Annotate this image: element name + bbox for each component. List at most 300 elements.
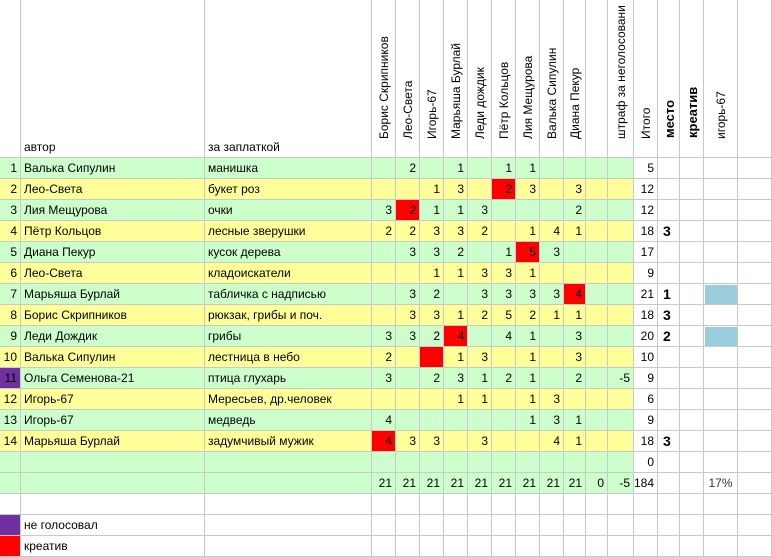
blank-cell <box>608 536 634 557</box>
blank-cell <box>516 494 540 515</box>
vote-cell[interactable]: 1 <box>444 347 468 368</box>
row-number: 12 <box>0 389 21 410</box>
row-total: 18 <box>634 221 658 242</box>
row-number: 8 <box>0 305 21 326</box>
row-extra <box>738 305 772 326</box>
row-empty <box>586 326 608 347</box>
vote-cell[interactable] <box>492 431 516 452</box>
blank-cell <box>444 536 468 557</box>
header-empty-2 <box>738 0 772 158</box>
blank-cell <box>205 515 372 536</box>
vote-cell[interactable]: 2 <box>396 158 420 179</box>
blank-cell <box>540 515 564 536</box>
blank-cell <box>21 494 205 515</box>
row-total: 6 <box>634 389 658 410</box>
row-work: кусок дерева <box>205 242 372 263</box>
row-work: очки <box>205 200 372 221</box>
row-work: птица глухарь <box>205 368 372 389</box>
row-creative <box>680 326 704 347</box>
vote-cell[interactable]: 1 <box>492 158 516 179</box>
vote-cell[interactable]: 1 <box>564 431 586 452</box>
blank-cell <box>738 536 772 557</box>
blank-cell <box>396 494 420 515</box>
vote-cell[interactable] <box>564 452 586 473</box>
row-work: грибы <box>205 326 372 347</box>
header-corner <box>0 0 21 158</box>
vote-cell[interactable]: 3 <box>516 179 540 200</box>
row-extra <box>738 326 772 347</box>
row-number: 1 <box>0 158 21 179</box>
row-work: кладоискатели <box>205 263 372 284</box>
vote-cell[interactable] <box>372 305 396 326</box>
row-work: Мересьев, др.человек <box>205 389 372 410</box>
vote-cell[interactable]: 3 <box>396 305 420 326</box>
row-empty <box>586 221 608 242</box>
row-igor <box>704 158 738 179</box>
vote-cell[interactable] <box>372 284 396 305</box>
vote-cell[interactable]: 1 <box>444 263 468 284</box>
vote-cell[interactable] <box>372 452 396 473</box>
row-extra <box>738 200 772 221</box>
header-creative: креатив <box>680 0 704 158</box>
row-author: Валька Сипулин <box>21 158 205 179</box>
row-creative <box>680 221 704 242</box>
row-work: букет роз <box>205 179 372 200</box>
vote-cell[interactable]: 1 <box>420 179 444 200</box>
row-place <box>658 410 680 431</box>
row-penalty <box>608 158 634 179</box>
row-extra <box>738 263 772 284</box>
vote-cell[interactable] <box>396 179 420 200</box>
vote-cell[interactable]: 1 <box>516 410 540 431</box>
vote-cell[interactable]: 4 <box>372 431 396 452</box>
vote-cell[interactable] <box>396 263 420 284</box>
vote-cell[interactable] <box>420 410 444 431</box>
blank-cell <box>468 494 492 515</box>
header-igor: игорь-67 <box>704 0 738 158</box>
vote-cell[interactable] <box>468 326 492 347</box>
vote-cell[interactable]: 4 <box>540 431 564 452</box>
totals-vote: 21 <box>396 473 420 494</box>
vote-cell[interactable]: 2 <box>420 368 444 389</box>
blank-cell <box>680 515 704 536</box>
vote-cell[interactable]: 3 <box>564 179 586 200</box>
row-empty <box>586 263 608 284</box>
vote-cell[interactable]: 4 <box>444 326 468 347</box>
row-penalty <box>608 263 634 284</box>
row-igor <box>704 389 738 410</box>
vote-cell[interactable]: 5 <box>492 305 516 326</box>
legend-not-voted-label: не голосовал <box>21 515 205 536</box>
vote-cell[interactable]: 2 <box>444 242 468 263</box>
blank-cell <box>468 515 492 536</box>
vote-cell[interactable]: 2 <box>516 305 540 326</box>
vote-cell[interactable]: 3 <box>396 284 420 305</box>
row-total: 12 <box>634 179 658 200</box>
blank-cell <box>540 536 564 557</box>
row-number: 9 <box>0 326 21 347</box>
vote-cell[interactable]: 2 <box>564 368 586 389</box>
vote-cell[interactable]: 1 <box>516 263 540 284</box>
header-voter-3: Игорь-67 <box>420 0 444 158</box>
row-empty <box>586 158 608 179</box>
row-extra <box>738 179 772 200</box>
blank-cell <box>492 536 516 557</box>
vote-cell[interactable] <box>540 452 564 473</box>
vote-cell[interactable] <box>420 452 444 473</box>
vote-cell[interactable]: 1 <box>564 410 586 431</box>
vote-cell[interactable]: 2 <box>396 200 420 221</box>
row-extra <box>738 242 772 263</box>
blank-cell <box>564 515 586 536</box>
row-place <box>658 242 680 263</box>
vote-cell[interactable]: 3 <box>468 347 492 368</box>
vote-cell[interactable]: 4 <box>492 326 516 347</box>
vote-cell[interactable] <box>420 347 444 368</box>
vote-cell[interactable] <box>468 410 492 431</box>
row-creative <box>680 158 704 179</box>
blank-cell <box>608 494 634 515</box>
vote-cell[interactable] <box>420 389 444 410</box>
vote-cell[interactable]: 2 <box>468 221 492 242</box>
vote-cell[interactable]: 5 <box>516 242 540 263</box>
row-number: 14 <box>0 431 21 452</box>
vote-cell[interactable]: 2 <box>492 179 516 200</box>
vote-cell[interactable] <box>492 389 516 410</box>
vote-cell[interactable]: 3 <box>372 368 396 389</box>
row-place <box>658 158 680 179</box>
vote-cell[interactable] <box>540 347 564 368</box>
totals-vote: 21 <box>372 473 396 494</box>
row-creative <box>680 263 704 284</box>
row-extra <box>738 284 772 305</box>
vote-cell[interactable]: 3 <box>396 326 420 347</box>
header-voter-4: Марьяша Бурлай <box>444 0 468 158</box>
row-work: лесные зверушки <box>205 221 372 242</box>
blank-cell <box>444 494 468 515</box>
totals-total: 184 <box>634 473 658 494</box>
vote-cell[interactable] <box>540 179 564 200</box>
row-empty <box>586 389 608 410</box>
row-number: 2 <box>0 179 21 200</box>
vote-cell[interactable]: 1 <box>444 305 468 326</box>
row-work: табличка с надписью <box>205 284 372 305</box>
vote-cell[interactable] <box>372 242 396 263</box>
totals-penalty-sum: -5 <box>608 473 634 494</box>
vote-cell[interactable]: 1 <box>468 389 492 410</box>
vote-cell[interactable] <box>372 179 396 200</box>
legend-not-voted-swatch <box>0 515 21 536</box>
header-voter-9: Диана Пекур <box>564 0 586 158</box>
totals-extra <box>738 473 772 494</box>
row-penalty <box>608 431 634 452</box>
vote-cell[interactable] <box>444 431 468 452</box>
vote-cell[interactable]: 2 <box>468 305 492 326</box>
vote-cell[interactable]: 3 <box>420 305 444 326</box>
row-author: Ольга Семенова-21 <box>21 368 205 389</box>
vote-cell[interactable] <box>540 158 564 179</box>
row-total: 0 <box>634 452 658 473</box>
vote-cell[interactable]: 2 <box>420 326 444 347</box>
vote-cell[interactable] <box>444 284 468 305</box>
vote-cell[interactable]: 2 <box>396 221 420 242</box>
vote-cell[interactable]: 3 <box>564 347 586 368</box>
blank-cell <box>420 515 444 536</box>
vote-cell[interactable] <box>468 452 492 473</box>
vote-cell[interactable]: 3 <box>468 200 492 221</box>
vote-cell[interactable] <box>540 263 564 284</box>
row-work: рюкзак, грибы и поч. <box>205 305 372 326</box>
row-empty <box>586 284 608 305</box>
vote-cell[interactable]: 3 <box>396 242 420 263</box>
vote-cell[interactable] <box>540 326 564 347</box>
vote-cell[interactable]: 1 <box>516 158 540 179</box>
blank-cell <box>564 494 586 515</box>
vote-cell[interactable]: 3 <box>444 368 468 389</box>
row-empty <box>586 410 608 431</box>
row-place: 3 <box>658 305 680 326</box>
vote-cell[interactable]: 4 <box>564 284 586 305</box>
vote-cell[interactable]: 3 <box>468 431 492 452</box>
totals-number <box>0 473 21 494</box>
blank-cell <box>680 494 704 515</box>
row-igor <box>704 410 738 431</box>
vote-cell[interactable] <box>564 389 586 410</box>
vote-cell[interactable] <box>468 179 492 200</box>
row-place: 2 <box>658 326 680 347</box>
totals-place <box>658 473 680 494</box>
vote-cell[interactable]: 2 <box>372 347 396 368</box>
vote-cell[interactable]: 1 <box>444 158 468 179</box>
blank-cell <box>444 515 468 536</box>
row-penalty: -5 <box>608 368 634 389</box>
row-total: 9 <box>634 263 658 284</box>
row-place <box>658 263 680 284</box>
vote-cell[interactable] <box>396 389 420 410</box>
header-voter-1: Борис Скрипников <box>372 0 396 158</box>
vote-cell[interactable]: 2 <box>564 200 586 221</box>
igor-mark <box>705 327 737 346</box>
vote-cell[interactable] <box>492 452 516 473</box>
vote-cell[interactable]: 1 <box>516 221 540 242</box>
vote-cell[interactable]: 3 <box>492 263 516 284</box>
row-author: Лео-Света <box>21 179 205 200</box>
totals-vote: 21 <box>516 473 540 494</box>
vote-cell[interactable] <box>420 158 444 179</box>
vote-cell[interactable]: 1 <box>420 263 444 284</box>
row-igor <box>704 368 738 389</box>
vote-cell[interactable]: 1 <box>468 368 492 389</box>
blank-cell <box>704 494 738 515</box>
vote-cell[interactable] <box>540 200 564 221</box>
row-extra <box>738 410 772 431</box>
row-work: медведь <box>205 410 372 431</box>
vote-cell[interactable]: 3 <box>564 326 586 347</box>
vote-cell[interactable] <box>564 158 586 179</box>
vote-cell[interactable]: 3 <box>540 284 564 305</box>
vote-cell[interactable]: 4 <box>540 221 564 242</box>
vote-cell[interactable]: 4 <box>372 410 396 431</box>
row-place <box>658 200 680 221</box>
vote-cell[interactable] <box>444 410 468 431</box>
row-number <box>0 452 21 473</box>
blank-cell <box>738 515 772 536</box>
vote-cell[interactable] <box>492 200 516 221</box>
blank-cell <box>680 536 704 557</box>
row-igor <box>704 305 738 326</box>
vote-cell[interactable]: 2 <box>492 368 516 389</box>
row-total: 18 <box>634 305 658 326</box>
vote-cell[interactable]: 1 <box>444 200 468 221</box>
row-penalty <box>608 389 634 410</box>
vote-cell[interactable] <box>396 368 420 389</box>
vote-cell[interactable]: 3 <box>444 179 468 200</box>
row-number: 7 <box>0 284 21 305</box>
blank-cell <box>396 515 420 536</box>
igor-mark <box>705 285 737 304</box>
row-creative <box>680 452 704 473</box>
vote-cell[interactable]: 1 <box>564 221 586 242</box>
vote-cell[interactable]: 3 <box>540 410 564 431</box>
vote-cell[interactable]: 1 <box>516 326 540 347</box>
blank-cell <box>586 536 608 557</box>
row-igor <box>704 200 738 221</box>
vote-cell[interactable]: 3 <box>420 221 444 242</box>
row-penalty <box>608 200 634 221</box>
blank-cell <box>634 536 658 557</box>
vote-cell[interactable]: 3 <box>396 431 420 452</box>
header-work: за заплаткой <box>205 0 372 158</box>
row-creative <box>680 410 704 431</box>
row-total: 20 <box>634 326 658 347</box>
header-voter-6: Пётр Кольцов <box>492 0 516 158</box>
row-empty <box>586 179 608 200</box>
vote-cell[interactable] <box>396 452 420 473</box>
row-creative <box>680 389 704 410</box>
row-igor <box>704 452 738 473</box>
header-voter-8: Валька Сипулин <box>540 0 564 158</box>
vote-cell[interactable] <box>468 158 492 179</box>
vote-cell[interactable] <box>564 263 586 284</box>
totals-vote: 21 <box>444 473 468 494</box>
vote-cell[interactable]: 3 <box>468 284 492 305</box>
row-place <box>658 452 680 473</box>
row-creative <box>680 368 704 389</box>
vote-cell[interactable]: 3 <box>420 431 444 452</box>
row-work: манишка <box>205 158 372 179</box>
vote-cell[interactable]: 3 <box>372 200 396 221</box>
row-penalty <box>608 179 634 200</box>
vote-cell[interactable] <box>492 347 516 368</box>
vote-cell[interactable] <box>372 158 396 179</box>
vote-cell[interactable]: 3 <box>516 284 540 305</box>
vote-cell[interactable] <box>372 389 396 410</box>
row-author <box>21 452 205 473</box>
vote-cell[interactable]: 3 <box>540 242 564 263</box>
row-extra <box>738 158 772 179</box>
header-voter-2: Лео-Света <box>396 0 420 158</box>
row-place: 1 <box>658 284 680 305</box>
vote-cell[interactable] <box>516 431 540 452</box>
vote-cell[interactable]: 1 <box>492 242 516 263</box>
row-work <box>205 452 372 473</box>
vote-cell[interactable]: 2 <box>372 221 396 242</box>
vote-cell[interactable]: 1 <box>516 389 540 410</box>
totals-vote: 21 <box>420 473 444 494</box>
totals-vote: 21 <box>468 473 492 494</box>
row-creative <box>680 200 704 221</box>
vote-cell[interactable]: 2 <box>420 284 444 305</box>
blank-cell <box>586 515 608 536</box>
row-empty <box>586 242 608 263</box>
row-number: 10 <box>0 347 21 368</box>
row-place <box>658 347 680 368</box>
vote-cell[interactable] <box>396 410 420 431</box>
legend-creative-swatch <box>0 536 21 557</box>
totals-vote: 21 <box>564 473 586 494</box>
blank-cell <box>492 515 516 536</box>
vote-cell[interactable]: 3 <box>468 263 492 284</box>
vote-cell[interactable]: 1 <box>516 347 540 368</box>
vote-cell[interactable]: 3 <box>372 326 396 347</box>
vote-cell[interactable] <box>516 200 540 221</box>
blank-cell <box>516 515 540 536</box>
vote-cell[interactable]: 3 <box>444 221 468 242</box>
vote-cell[interactable]: 1 <box>420 200 444 221</box>
vote-cell[interactable] <box>468 242 492 263</box>
vote-cell[interactable] <box>396 347 420 368</box>
vote-cell[interactable]: 1 <box>564 305 586 326</box>
row-total: 9 <box>634 368 658 389</box>
vote-cell[interactable]: 1 <box>540 305 564 326</box>
header-place: место <box>658 0 680 158</box>
vote-cell[interactable] <box>492 410 516 431</box>
vote-cell[interactable] <box>564 242 586 263</box>
vote-cell[interactable]: 3 <box>540 389 564 410</box>
vote-cell[interactable] <box>444 452 468 473</box>
row-extra <box>738 431 772 452</box>
vote-cell[interactable]: 3 <box>420 242 444 263</box>
vote-cell[interactable] <box>516 452 540 473</box>
vote-cell[interactable] <box>492 221 516 242</box>
vote-cell[interactable]: 1 <box>516 368 540 389</box>
row-author: Игорь-67 <box>21 410 205 431</box>
row-place: 3 <box>658 221 680 242</box>
vote-cell[interactable] <box>540 368 564 389</box>
vote-cell[interactable]: 1 <box>444 389 468 410</box>
row-place <box>658 389 680 410</box>
vote-cell[interactable] <box>372 263 396 284</box>
totals-work <box>205 473 372 494</box>
row-igor <box>704 242 738 263</box>
blank-cell <box>608 515 634 536</box>
row-igor <box>704 263 738 284</box>
blank-cell <box>420 494 444 515</box>
blank-cell <box>658 536 680 557</box>
row-place: 3 <box>658 431 680 452</box>
row-creative <box>680 431 704 452</box>
blank-cell <box>492 494 516 515</box>
row-author: Леди Дождик <box>21 326 205 347</box>
row-creative <box>680 284 704 305</box>
row-number: 3 <box>0 200 21 221</box>
row-empty <box>586 368 608 389</box>
row-author: Диана Пекур <box>21 242 205 263</box>
row-penalty <box>608 284 634 305</box>
blank-cell <box>468 536 492 557</box>
vote-cell[interactable]: 3 <box>492 284 516 305</box>
row-work: лестница в небо <box>205 347 372 368</box>
